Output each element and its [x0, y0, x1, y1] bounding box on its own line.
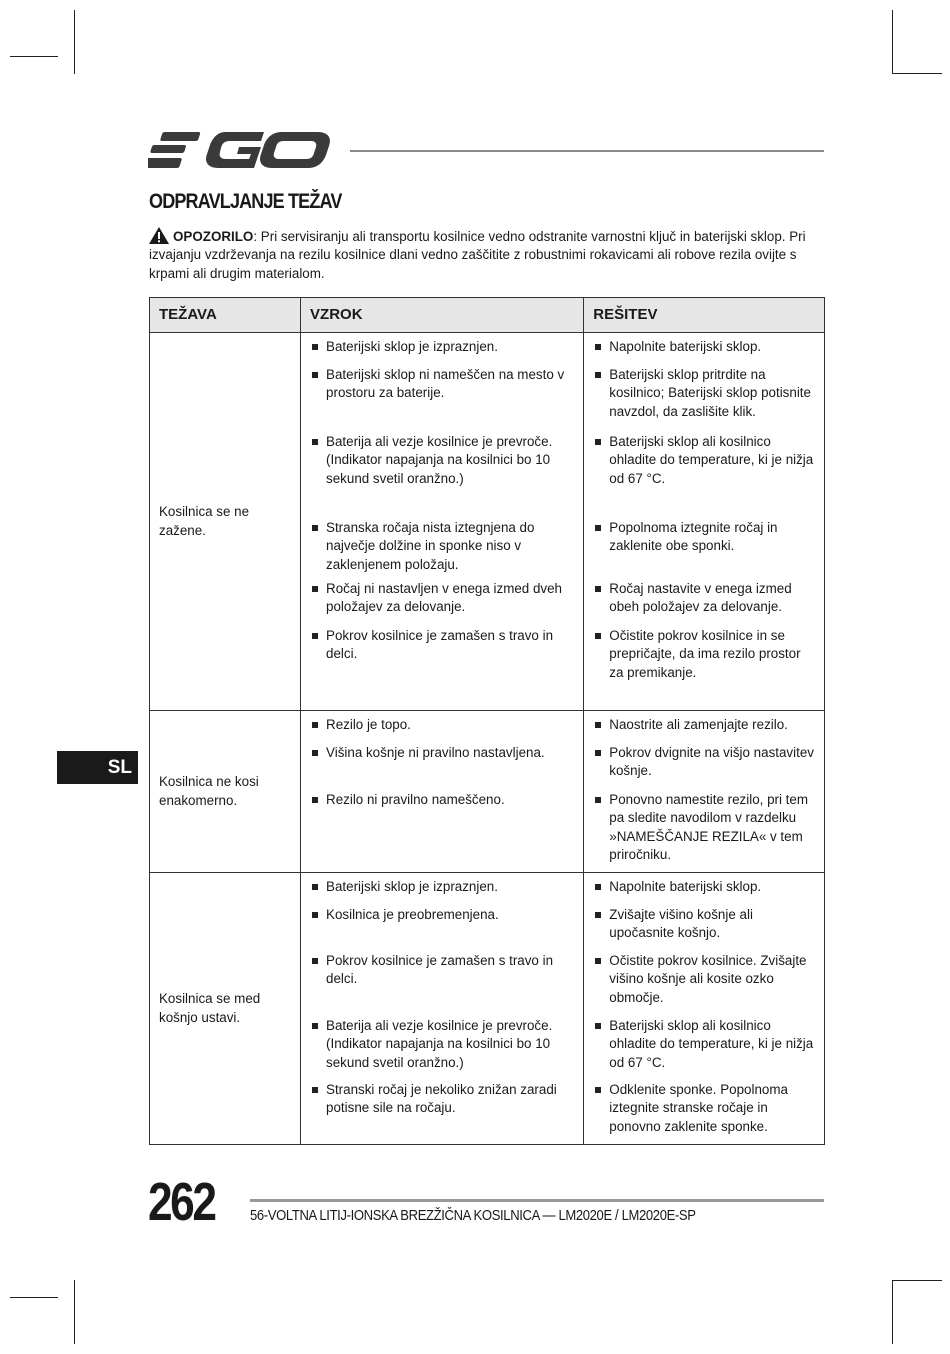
- cause-cell: [301, 333, 584, 711]
- list-item: Baterijski sklop je izpraznjen.: [311, 878, 577, 906]
- crop-mark: [892, 1280, 893, 1344]
- list-item: Stranska ročaja nista iztegnjena do največje dolžine in sponke niso v zaklenjenem položaju.: [311, 519, 577, 580]
- troubleshooting-table: [149, 297, 825, 1145]
- crop-mark: [74, 1280, 75, 1344]
- header-solution: REŠITEV: [584, 298, 825, 333]
- list-item: Ponovno namestite rezilo, pri tem pa sledite navodilom v razdelku »NAMEŠČANJE REZILA« v tem priročniku.: [594, 791, 818, 864]
- list-item: Očistite pokrov kosilnice. Zvišajte višino košnje ali kosite ozko območje.: [594, 952, 818, 1017]
- table-row: [150, 711, 825, 873]
- list-item: Baterijski sklop ali kosilnico ohladite do temperature, ki je nižja od 67 °C.: [594, 1017, 818, 1081]
- warning-notice: [149, 227, 829, 283]
- list-item: Rezilo je topo.: [311, 716, 577, 744]
- list-item: Kosilnica je preobremenjena.: [311, 906, 577, 952]
- problem-text: Kosilnica se med košnjo ustavi.: [159, 991, 261, 1025]
- list-item: Napolnite baterijski sklop.: [594, 878, 818, 906]
- solution-list: [584, 873, 824, 1144]
- problem-text: Kosilnica ne kosi enakomerno.: [159, 774, 259, 808]
- solution-list: [584, 333, 824, 690]
- cause-list: [301, 873, 583, 1126]
- list-item: Rezilo ni pravilno nameščeno.: [311, 791, 577, 809]
- solution-cell: [584, 333, 825, 711]
- list-item: Baterijski sklop ali kosilnico ohladite do temperature, ki je nižja od 67 °C.: [594, 433, 818, 519]
- list-item: Pokrov kosilnice je zamašen s travo in delci.: [311, 952, 577, 1017]
- list-item: Baterijski sklop pritrdite na kosilnico; Baterijski sklop potisnite navzdol, da zaslišite klik.: [594, 366, 818, 433]
- page-number: 262: [148, 1172, 215, 1232]
- solution-cell: [584, 873, 825, 1145]
- header-cause: VZROK: [301, 298, 584, 333]
- list-item: Pokrov dvignite na višjo nastavitev košnje.: [594, 744, 818, 791]
- language-tab: SL: [57, 751, 138, 784]
- list-item: Baterijski sklop je izpraznjen.: [311, 338, 577, 366]
- table-row: [150, 873, 825, 1145]
- problem-cell: [150, 333, 301, 711]
- solution-list: [584, 711, 824, 872]
- crop-mark: [10, 56, 58, 57]
- warning-triangle-icon: [149, 227, 169, 244]
- list-item: Naostrite ali zamenjajte rezilo.: [594, 716, 818, 744]
- crop-mark: [892, 10, 893, 74]
- list-item: Napolnite baterijski sklop.: [594, 338, 818, 366]
- list-item: Baterija ali vezje kosilnice je prevroče. (Indikator napajanja na kosilnici bo 10 sekund svetil oranžno.): [311, 1017, 577, 1081]
- cause-list: [301, 333, 583, 672]
- list-item: Ročaj ni nastavljen v enega izmed dveh položajev za delovanje.: [311, 580, 577, 627]
- list-item: Baterija ali vezje kosilnice je prevroče. (Indikator napajanja na kosilnici bo 10 sekund svetil oranžno.): [311, 433, 577, 519]
- list-item: Očistite pokrov kosilnice in se prepričajte, da ima rezilo prostor za premikanje.: [594, 627, 818, 682]
- warning-label: OPOZORILO: [173, 229, 254, 244]
- list-item: Baterijski sklop ni nameščen na mesto v prostoru za baterije.: [311, 366, 577, 433]
- header-problem: TEŽAVA: [150, 298, 301, 333]
- section-title: ODPRAVLJANJE TEŽAV: [149, 190, 342, 213]
- warning-text: : Pri servisiranju ali transportu kosilnice vedno odstranite varnostni ključ in baterijski sklop. Pri izvajanju vzdrževanja na rezilu kosilnice dlani vedno zaščitite z robustnimi rokavicami ali robove rezila ovijte s krpami ali drugim materialom.: [149, 229, 806, 281]
- problem-cell: [150, 711, 301, 873]
- table-row: [150, 333, 825, 711]
- list-item: Odklenite sponke. Popolnoma iztegnite stranske ročaje in ponovno zaklenite sponke.: [594, 1081, 818, 1136]
- header-rule: [350, 150, 824, 152]
- crop-mark: [892, 1280, 942, 1281]
- list-item: Popolnoma iztegnite ročaj in zaklenite obe sponki.: [594, 519, 818, 580]
- cause-cell: [301, 873, 584, 1145]
- solution-cell: [584, 711, 825, 873]
- footer-product-line: 56-VOLTNA LITIJ-IONSKA BREZŽIČNA KOSILNICA — LM2020E / LM2020E-SP: [250, 1208, 696, 1224]
- cause-cell: [301, 711, 584, 873]
- crop-mark: [892, 73, 942, 74]
- cause-list: [301, 711, 583, 817]
- crop-mark: [10, 1297, 58, 1298]
- problem-cell: [150, 873, 301, 1145]
- list-item: Višina košnje ni pravilno nastavljena.: [311, 744, 577, 791]
- list-item: Zvišajte višino košnje ali upočasnite košnjo.: [594, 906, 818, 952]
- list-item: Ročaj nastavite v enega izmed obeh položajev za delovanje.: [594, 580, 818, 627]
- list-item: Stranski ročaj je nekoliko znižan zaradi potisne sile na ročaju.: [311, 1081, 577, 1118]
- footer-rule: [250, 1199, 824, 1202]
- table-header-row: [150, 298, 825, 333]
- crop-mark: [74, 10, 75, 74]
- list-item: Pokrov kosilnice je zamašen s travo in delci.: [311, 627, 577, 664]
- problem-text: Kosilnica se ne zažene.: [159, 504, 250, 538]
- brand-logo: [148, 128, 332, 172]
